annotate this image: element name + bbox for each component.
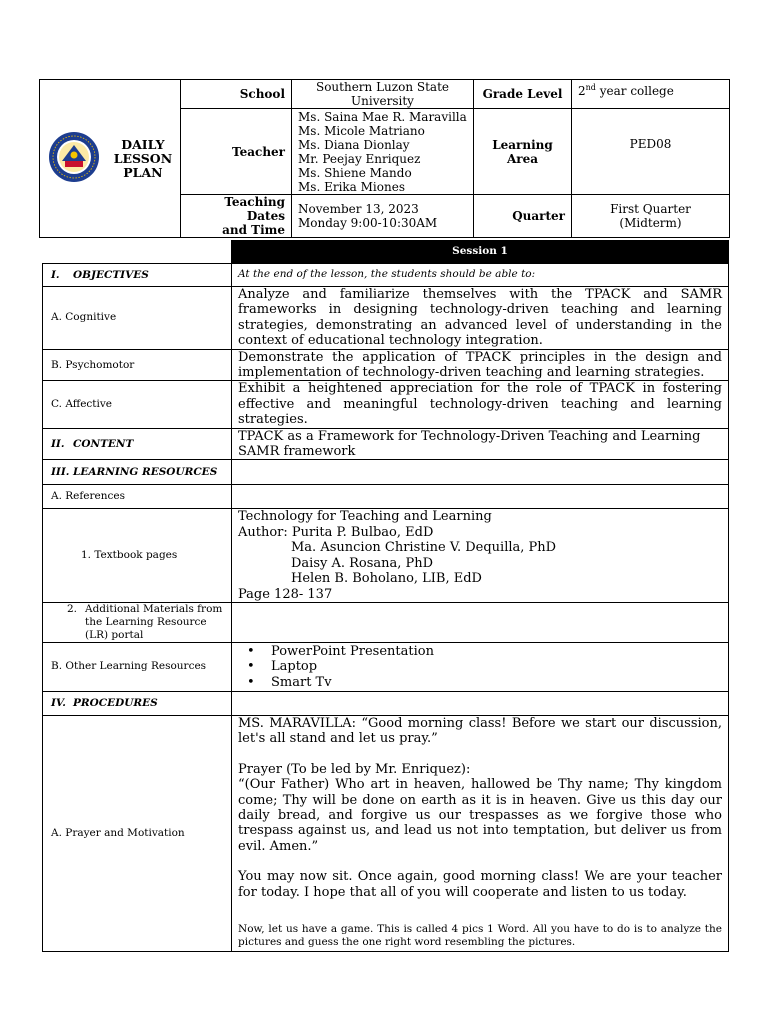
other-resources-label: B. Other Learning Resources — [43, 642, 232, 691]
list-item: • PowerPoint Presentation — [271, 644, 722, 659]
learning-resources-heading — [43, 460, 232, 485]
grade-suffix: nd — [585, 83, 596, 92]
teaching-dates-label — [181, 195, 292, 238]
grade-number: 2 — [578, 84, 586, 98]
content-line: TPACK as a Framework for Technology-Driven Teaching and Learning — [238, 428, 701, 444]
dates-value-line: Monday 9:00-10:30AM — [298, 216, 438, 230]
teaching-dates-value — [292, 195, 474, 238]
prayer-paragraph: “(Our Father) Who art in heaven, hallowed be Thy name; Thy kingdom come; Thy will be done on earth as it is in heaven. Give us this day our daily bread, and forgive us our trespasses as we forgive those who trespass against us, and lead us not into temptation, but deliver us from evil. Amen.” — [238, 777, 722, 854]
section-label: LEARNING RESOURCES — [73, 465, 218, 478]
content-heading — [43, 428, 232, 460]
textbook-coauthor: Helen B. Boholano, LIB, EdD — [291, 571, 482, 587]
list-item: • Laptop — [271, 659, 722, 674]
teacher-list — [292, 109, 474, 195]
section-label: CONTENT — [73, 437, 134, 450]
learning-area-label: Learning Area — [474, 109, 572, 195]
psychomotor-text: Demonstrate the application of TPACK principles in the design and implementation of technology-driven teaching and learning strategies. — [232, 349, 729, 381]
greeting-paragraph: MS. MARAVILLA: “Good morning class! Before we start our discussion, let's all stand and let us pray.” — [238, 715, 722, 747]
affective-label: C. Affective — [43, 381, 232, 428]
textbook-coauthor: Ma. Asuncion Christine V. Dequilla, PhD — [291, 540, 557, 556]
label-line: the Learning Resource — [85, 615, 207, 628]
quarter-line: First Quarter — [610, 202, 691, 216]
logo-cell — [40, 80, 181, 238]
section-label: PROCEDURES — [73, 696, 158, 709]
prayer-motivation-label: A. Prayer and Motivation — [43, 715, 232, 951]
grade-level-value — [572, 80, 730, 109]
objectives-intro: At the end of the lesson, the students should be able to: — [232, 264, 729, 287]
list-item: • Smart Tv — [271, 675, 722, 690]
prayer-motivation-text — [232, 715, 729, 951]
teacher-name: Ms. Micole Matriano — [298, 123, 425, 138]
textbook-pages: Page 128- 137 — [238, 586, 333, 602]
lesson-plan-table — [42, 240, 729, 952]
label-line: Additional Materials from — [85, 602, 223, 615]
dates-label-line: and Time — [222, 223, 285, 237]
other-resources-list — [232, 642, 729, 691]
session-header: Session 1 — [232, 241, 729, 264]
title-line: LESSON — [113, 150, 173, 166]
item-number: 2. — [67, 602, 78, 615]
section-number: III. — [51, 465, 70, 478]
quarter-value — [572, 195, 730, 238]
quarter-label: Quarter — [474, 195, 572, 238]
dates-value-line: November 13, 2023 — [298, 202, 419, 216]
teacher-label: Teacher — [181, 109, 292, 195]
textbook-pages-label: 1. Textbook pages — [43, 509, 232, 602]
title-line: DAILY — [121, 136, 165, 152]
teacher-name: Ms. Shiene Mando — [298, 165, 412, 180]
welcome-paragraph: You may now sit. Once again, good morning class! We are your teacher for today. I hope that all of you will cooperate and listen to us today. — [238, 869, 722, 900]
header-table — [39, 79, 730, 238]
section-number: I. — [51, 268, 60, 281]
cognitive-text: Analyze and familiarize themselves with the TPACK and SAMR frameworks in designing technology-driven teaching and learning strategies, demonstrating an advanced level of understanding in the context of educational technology integration. — [232, 287, 729, 350]
section-number: IV. — [51, 696, 66, 709]
blank-corner — [43, 241, 232, 264]
content-line: SAMR framework — [238, 444, 356, 460]
references-value — [232, 485, 729, 509]
procedures-heading — [43, 691, 232, 715]
affective-text: Exhibit a heightened appreciation for the role of TPACK in fostering effective and meaningful technology-driven teaching and learning strategies. — [232, 381, 729, 428]
game-instructions: Now, let us have a game. This is called 4 pics 1 Word. All you have to do is to analyze the pictures and guess the one right word resembling the pictures. — [238, 922, 722, 948]
deped-seal-logo — [48, 131, 100, 186]
textbook-title: Technology for Teaching and Learning — [238, 509, 492, 525]
quarter-line: (Midterm) — [619, 216, 682, 230]
cognitive-label: A. Cognitive — [43, 287, 232, 350]
procedures-value — [232, 691, 729, 715]
learning-resources-value — [232, 460, 729, 485]
teacher-name: Mr. Peejay Enriquez — [298, 151, 421, 166]
textbook-coauthor: Daisy A. Rosana, PhD — [291, 555, 434, 571]
section-label: OBJECTIVES — [73, 268, 149, 281]
school-value: Southern Luzon State University — [292, 80, 474, 109]
additional-materials-label — [43, 602, 232, 642]
dates-label-line: Teaching Dates — [224, 195, 285, 223]
teacher-name: Ms. Diana Dionlay — [298, 137, 410, 152]
textbook-details — [232, 509, 729, 602]
references-label: A. References — [43, 485, 232, 509]
prayer-leader-line: Prayer (To be led by Mr. Enriquez): — [238, 761, 471, 777]
section-number: II. — [51, 437, 65, 450]
additional-materials-value — [232, 602, 729, 642]
daily-lesson-plan-title — [114, 138, 172, 180]
grade-rest: year college — [595, 84, 674, 98]
grade-level-label: Grade Level — [474, 80, 572, 109]
label-line: (LR) portal — [85, 628, 144, 641]
school-label: School — [181, 80, 292, 109]
title-line: PLAN — [123, 164, 163, 180]
psychomotor-label: B. Psychomotor — [43, 349, 232, 381]
teacher-name: Ms. Erika Miones — [298, 179, 405, 194]
textbook-author: Author: Purita P. Bulbao, EdD — [238, 524, 434, 540]
objectives-heading — [43, 264, 232, 287]
learning-area-value: PED08 — [572, 109, 730, 195]
content-text — [232, 428, 729, 460]
teacher-name: Ms. Saina Mae R. Maravilla — [298, 109, 467, 124]
